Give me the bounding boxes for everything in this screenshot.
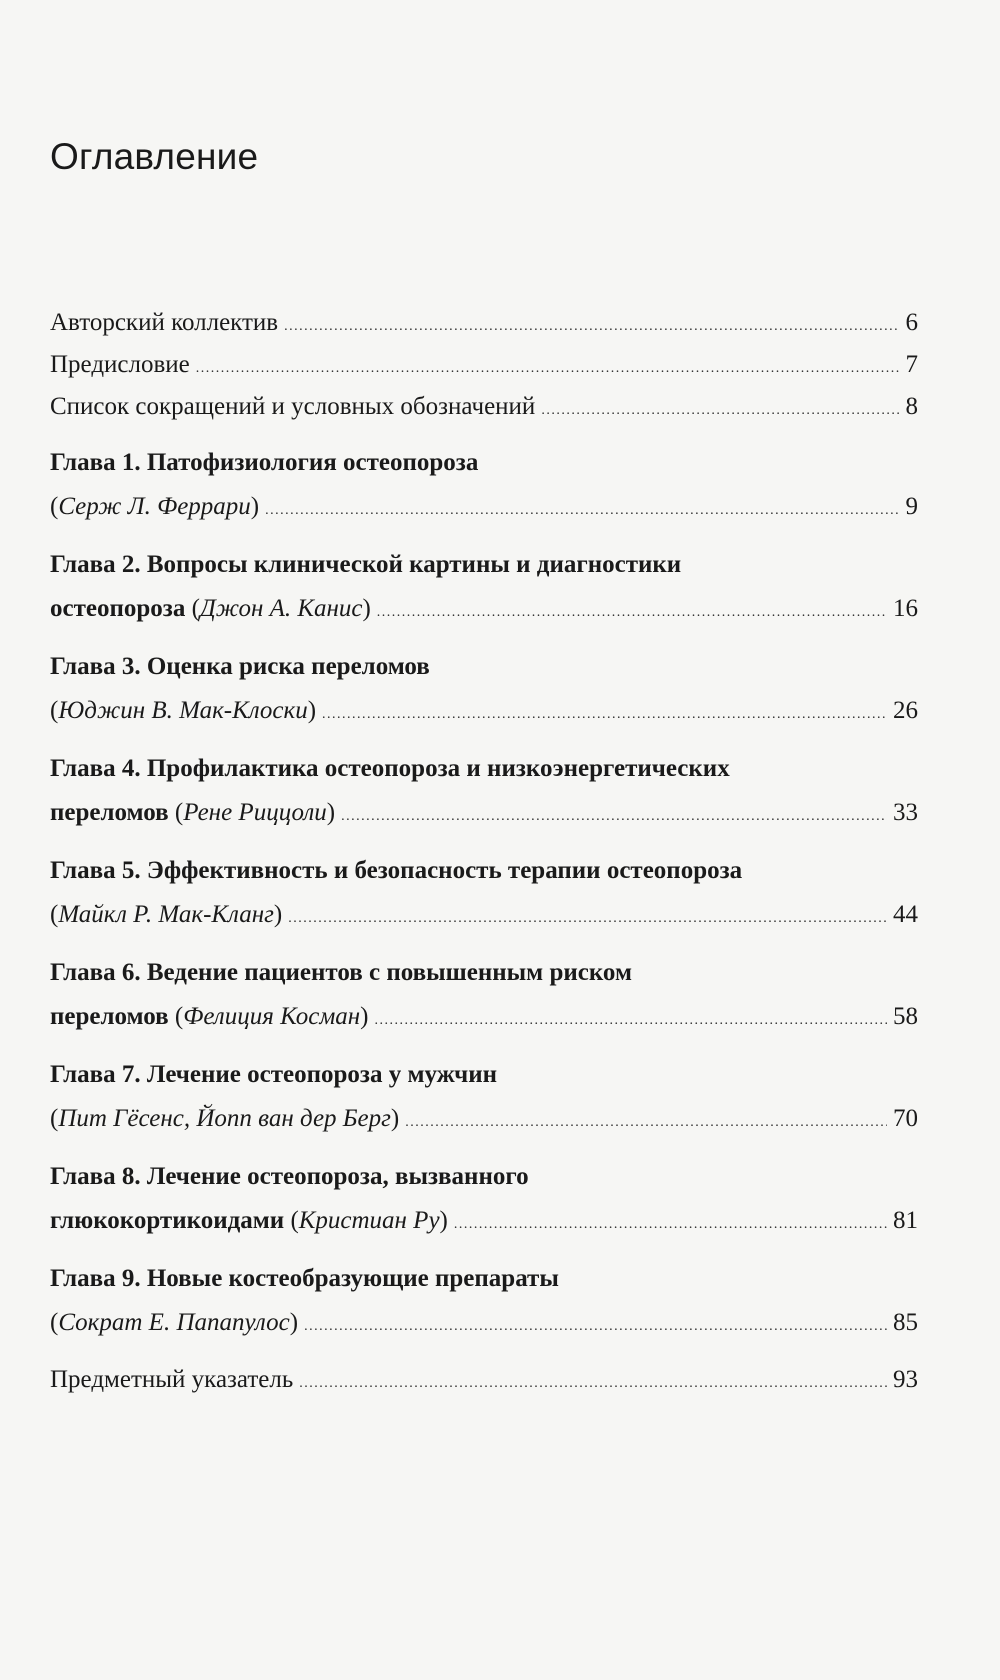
- chapter-title-continued: остеопороза: [50, 595, 186, 622]
- table-of-contents: [50, 302, 918, 1401]
- dot-leader: [541, 386, 899, 432]
- chapter-author: Рене Риццоли: [183, 799, 327, 826]
- chapter-author: Майкл Р. Мак-Кланг: [58, 901, 274, 928]
- dot-leader: [405, 1096, 887, 1146]
- chapter-title-continued: переломов: [50, 1003, 169, 1030]
- toc-page-number: 70: [893, 1105, 918, 1132]
- toc-chapter-1[interactable]: Глава 1. Патофизиология остеопороза (Серж Л. Феррари) . . . 9: [50, 441, 918, 530]
- toc-entry-authors[interactable]: [50, 302, 918, 344]
- dot-leader: [288, 892, 887, 942]
- dot-leader: [304, 1300, 887, 1350]
- chapter-author: Юджин В. Мак-Клоски: [58, 697, 308, 724]
- toc-entry-index[interactable]: [50, 1359, 918, 1401]
- toc-entry-label: Предисловие: [50, 351, 190, 378]
- dot-leader: [284, 302, 899, 348]
- chapter-author: Фелиция Косман: [183, 1003, 361, 1030]
- toc-page-number: 16: [893, 595, 918, 622]
- toc-chapter-6[interactable]: Глава 6. Ведение пациентов с повышенным риском переломов (Фелиция Косман) . . . 58: [50, 951, 918, 1040]
- chapter-title-continued: глюкокортикоидами: [50, 1207, 285, 1234]
- page-title: Оглавление: [50, 136, 259, 177]
- toc-page-number: 26: [893, 697, 918, 724]
- chapter-title: Глава 7. Лечение остеопороза у мужчин: [50, 1061, 498, 1088]
- toc-entry-label: Авторский коллектив: [50, 309, 279, 336]
- toc-page-number: 58: [893, 1003, 918, 1030]
- dot-leader: [265, 484, 899, 534]
- dot-leader: [196, 344, 900, 390]
- toc-chapter-7[interactable]: Глава 7. Лечение остеопороза у мужчин (Пит Гёсенс, Йопп ван дер Берг) . . . 70: [50, 1053, 918, 1142]
- toc-entry-label: Предметный указатель: [50, 1366, 294, 1393]
- chapter-title: Глава 2. Вопросы клинической картины и диагностики: [50, 551, 682, 578]
- chapter-title: Глава 3. Оценка риска переломов: [50, 653, 430, 680]
- toc-chapter-2[interactable]: Глава 2. Вопросы клинической картины и диагностики остеопороза (Джон А. Канис) . . . 16: [50, 543, 918, 632]
- toc-page-number: 93: [893, 1366, 918, 1393]
- toc-chapter-3[interactable]: Глава 3. Оценка риска переломов (Юджин В. Мак-Клоски) . . . 26: [50, 645, 918, 734]
- toc-chapter-5[interactable]: Глава 5. Эффективность и безопасность терапии остеопороза (Майкл Р. Мак-Кланг) . . . 44: [50, 849, 918, 938]
- toc-page-number: 7: [905, 351, 918, 378]
- toc-chapter-4[interactable]: Глава 4. Профилактика остеопороза и низкоэнергетических переломов (Рене Риццоли) . . . 33: [50, 747, 918, 836]
- dot-leader: [299, 1359, 887, 1405]
- toc-chapter-8[interactable]: Глава 8. Лечение остеопороза, вызванного глюкокортикоидами (Кристиан Ру) . . . 81: [50, 1155, 918, 1244]
- dot-leader: [341, 790, 887, 840]
- chapter-author: Кристиан Ру: [298, 1207, 440, 1234]
- dot-leader: [322, 688, 887, 738]
- chapter-author: Джон А. Канис: [199, 595, 363, 622]
- chapter-author: Серж Л. Феррари: [58, 493, 251, 520]
- toc-entry-label: Список сокращений и условных обозначений: [50, 393, 536, 420]
- toc-page-number: 6: [905, 309, 918, 336]
- chapter-author: Пит Гёсенс, Йопп ван дер Берг: [58, 1105, 391, 1132]
- toc-entry-abbreviations[interactable]: [50, 386, 918, 428]
- chapter-author: Сократ Е. Папапулос: [58, 1309, 290, 1336]
- toc-page-number: 33: [893, 799, 918, 826]
- chapter-title: Глава 8. Лечение остеопороза, вызванного: [50, 1163, 529, 1190]
- dot-leader: [454, 1198, 887, 1248]
- toc-page-number: 81: [893, 1207, 918, 1234]
- toc-page-number: 44: [893, 901, 918, 928]
- toc-chapter-9[interactable]: Глава 9. Новые костеобразующие препараты (Сократ Е. Папапулос) . . . 85: [50, 1257, 918, 1346]
- chapter-title: Глава 5. Эффективность и безопасность терапии остеопороза: [50, 857, 743, 884]
- toc-entry-preface[interactable]: [50, 344, 918, 386]
- toc-page-number: 85: [893, 1309, 918, 1336]
- toc-page-number: 9: [905, 493, 918, 520]
- chapter-title: Глава 9. Новые костеобразующие препараты: [50, 1265, 559, 1292]
- chapter-title: Глава 6. Ведение пациентов с повышенным риском: [50, 959, 632, 986]
- chapter-title: Глава 4. Профилактика остеопороза и низкоэнергетических: [50, 755, 730, 782]
- toc-page-number: 8: [905, 393, 918, 420]
- dot-leader: [375, 994, 888, 1044]
- chapter-title: Глава 1. Патофизиология остеопороза: [50, 449, 479, 476]
- chapter-title-continued: переломов: [50, 799, 169, 826]
- dot-leader: [377, 586, 887, 636]
